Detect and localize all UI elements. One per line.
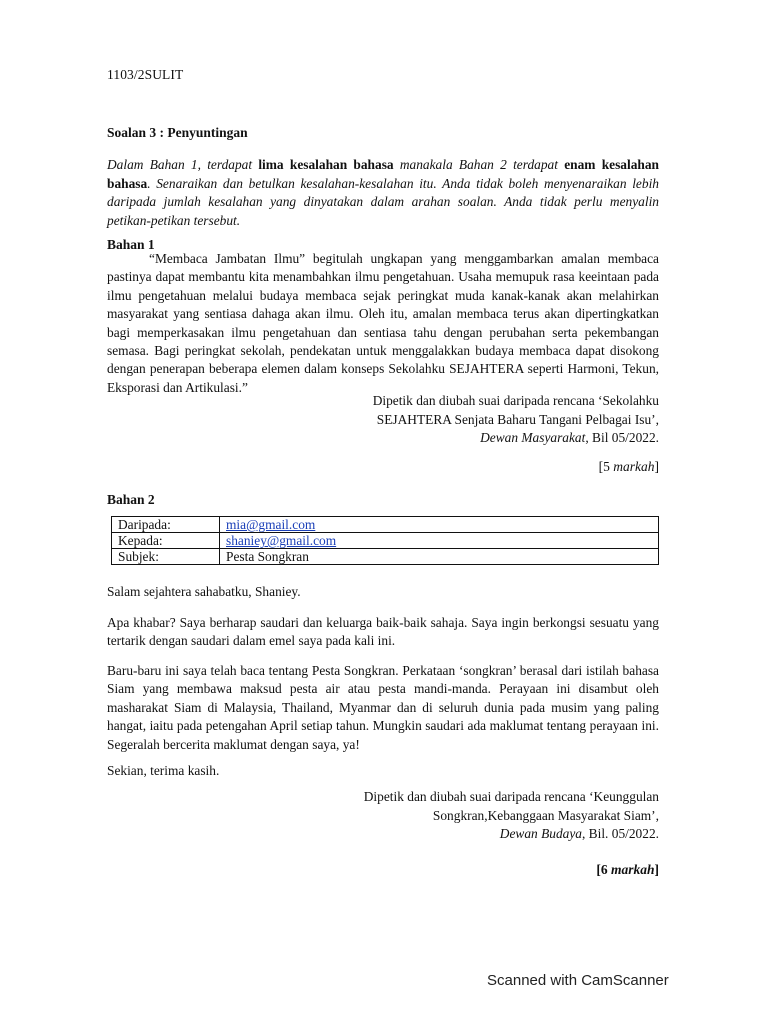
marks-number: [5	[598, 459, 614, 474]
bahan1-citation	[300, 392, 659, 448]
email-to-cell	[220, 533, 659, 549]
citation-line: Songkran,Kebanggaan Masyarakat Siam’,	[432, 807, 659, 823]
bahan1-passage	[107, 250, 659, 397]
email-from-link[interactable]: mia@gmail.com	[226, 517, 316, 532]
marks-word: markah	[610, 862, 655, 877]
citation-issue: , Bil. 05/2022.	[581, 826, 659, 842]
instruction-part: manakala Bahan 2 terdapat	[393, 157, 565, 172]
section-title: Soalan 3 : Penyuntingan	[107, 125, 248, 140]
bahan1-passage-text: “Membaca Jambatan Ilmu” begitulah ungkapan yang menggambarkan amalan membaca pastinya dapat membantu kita menambahkan ilmu pengetahuan. Usaha memupuk rasa keeintaan pada ilmu pengetahuan melalui budaya membaca sejak peringkat muda kanak-kanak akan melahirkan masyarakat yang sentiasa dahaga akan ilmu. Oleh itu, amalan membaca terus akan dipertingkatkan bagi memperkasakan ilmu pengetahuan dan sentiasa tahu dengan perubahan serta pekembangan semasa. Bagi peringkat sekolah, pendekatan untuk menggalakkan budaya membaca dapat disokong dengan penerapan beberapa elemen dalam konseps Sekolahku SEJAHTERA seperti Harmoni, Tekun, Eksporasi dan Artikulasi.”	[107, 251, 659, 395]
citation-line	[300, 429, 659, 448]
citation-source: Dewan Budaya	[499, 826, 582, 842]
bahan2-marks	[596, 861, 659, 879]
email-paragraph-2: Baru-baru ini saya telah baca tentang Pesta Songkran. Perkataan ‘songkran’ berasal dari istilah bahasa Siam yang membawa maksud pesta air atau pesta mandi-manda. Perayaan ini disambut oleh masharakat Siam di Malaysia, Thailand, Myanmar dan di seluruh dunia pada musim yang paling hangat, iaitu pada petengahan April setiap tahun. Mungkin saudari ada maklumat tentang perayaan ini. Segeralah bercerita maklumat dengan saya, ya!	[107, 663, 659, 752]
citation-line: Dipetik dan diubah suai daripada rencana ‘Keunggulan	[363, 789, 659, 804]
instruction-text	[107, 156, 659, 230]
bahan1-marks	[599, 458, 659, 476]
email-from-cell	[220, 517, 659, 533]
instruction-part: . Senaraikan dan betulkan kesalahan-kesalahan itu. Anda tidak boleh menyenaraikan lebih daripada jumlah kesalahan yang dinyatakan dalam arahan soalan. Anda tidak perlu menyalin petikan-petikan tersebut.	[107, 175, 659, 228]
citation-line: SEJAHTERA Senjata Baharu Tangani Pelbagai Isu’,	[376, 411, 659, 427]
email-from-label: Daripada:	[112, 517, 220, 533]
email-to-link[interactable]: shaniey@gmail.com	[226, 533, 337, 548]
citation-line	[300, 825, 659, 844]
paper-code: 1103/2SULIT	[107, 67, 184, 82]
instruction-part: Dalam Bahan 1, terdapat	[107, 157, 259, 172]
email-to-label: Kepada:	[112, 533, 220, 549]
email-closing: Sekian, terima kasih.	[107, 763, 220, 778]
marks-bracket: ]	[654, 459, 659, 474]
email-subject-row	[112, 549, 659, 565]
email-subject-label: Subjek:	[112, 549, 220, 565]
email-paragraph-1: Apa khabar? Saya berharap saudari dan keluarga baik-baik sahaja. Saya ingin berkongsi sesuatu yang tertarik dengan saudari dalam emel saya pada kali ini.	[107, 615, 659, 649]
bahan2-citation	[300, 788, 659, 844]
citation-line: Dipetik dan diubah suai daripada rencana ‘Sekolahku	[372, 393, 659, 408]
marks-number: [6	[596, 862, 611, 877]
marks-bracket: ]	[654, 862, 659, 877]
instruction-bold: lima kesalahan bahasa	[258, 157, 394, 172]
instruction-bold: enam kesalahan bahasa	[107, 157, 659, 191]
bahan2-label: Bahan 2	[107, 492, 155, 507]
citation-issue: , Bil 05/2022.	[585, 430, 659, 446]
scanner-watermark: Scanned with CamScanner	[487, 972, 669, 989]
email-to-row	[112, 533, 659, 549]
bahan1-label: Bahan 1	[107, 237, 155, 252]
citation-source: Dewan Masyarakat	[480, 430, 586, 446]
email-greeting: Salam sejahtera sahabatku, Shaniey.	[107, 584, 301, 599]
email-from-row	[112, 517, 659, 533]
marks-word: markah	[613, 459, 655, 474]
email-subject-value: Pesta Songkran	[220, 549, 659, 565]
email-header-table	[111, 516, 659, 565]
